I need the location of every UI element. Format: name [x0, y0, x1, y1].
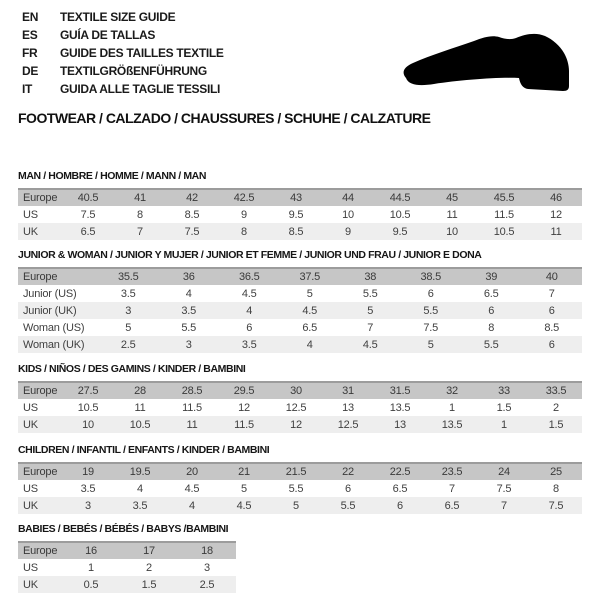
row-label: Europe: [18, 189, 62, 206]
size-value: 38: [340, 268, 401, 285]
size-value: 10.5: [374, 206, 426, 223]
size-value: 10: [322, 206, 374, 223]
size-header-row: [18, 268, 582, 285]
size-value: 8.5: [166, 206, 218, 223]
language-row: [22, 62, 224, 80]
size-value: 12: [530, 206, 582, 223]
size-section-children: [18, 444, 582, 514]
size-value: 4.5: [280, 302, 341, 319]
size-value: 11: [114, 399, 166, 416]
size-value: 6: [374, 497, 426, 514]
size-value: 7.5: [530, 497, 582, 514]
size-value: 5: [218, 480, 270, 497]
size-value: 10.5: [62, 399, 114, 416]
size-value: 39: [461, 268, 522, 285]
size-value: 4: [114, 480, 166, 497]
size-value: 3.5: [159, 302, 220, 319]
size-value: 33.5: [530, 382, 582, 399]
size-value: 5: [98, 319, 159, 336]
size-value: 6: [401, 285, 462, 302]
size-value: 5.5: [340, 285, 401, 302]
size-table-junior-woman: [18, 267, 582, 353]
size-section-babies: [18, 523, 236, 593]
table-title: CHILDREN / INFANTIL / ENFANTS / KINDER / BAMBINI: [18, 444, 270, 456]
language-row: [22, 26, 224, 44]
size-value: 25: [530, 463, 582, 480]
size-value: 11: [530, 223, 582, 240]
row-label: Europe: [18, 268, 98, 285]
size-value: 4: [166, 497, 218, 514]
size-value: 10.5: [114, 416, 166, 433]
size-row: [18, 497, 582, 514]
size-value: 3: [159, 336, 220, 353]
size-value: 5.5: [270, 480, 322, 497]
size-value: 6.5: [62, 223, 114, 240]
size-value: 31.5: [374, 382, 426, 399]
size-value: 12: [218, 399, 270, 416]
size-value: 4.5: [219, 285, 280, 302]
size-table-babies: [18, 541, 236, 593]
size-value: 45.5: [478, 189, 530, 206]
size-value: 8: [461, 319, 522, 336]
size-value: 3.5: [114, 497, 166, 514]
size-value: 4: [280, 336, 341, 353]
size-value: 6.5: [426, 497, 478, 514]
size-value: 44: [322, 189, 374, 206]
size-value: 2: [530, 399, 582, 416]
size-value: 28.5: [166, 382, 218, 399]
size-row: [18, 559, 236, 576]
size-value: 1.5: [530, 416, 582, 433]
size-value: 4.5: [166, 480, 218, 497]
size-value: 31: [322, 382, 374, 399]
size-value: 42: [166, 189, 218, 206]
row-label: UK: [18, 416, 62, 433]
category-heading: FOOTWEAR / CALZADO / CHAUSSURES / SCHUHE / CALZATURE: [18, 110, 431, 126]
row-label: US: [18, 399, 62, 416]
size-value: 4.5: [218, 497, 270, 514]
size-header-row: [18, 189, 582, 206]
size-value: 21: [218, 463, 270, 480]
language-label: TEXTILE SIZE GUIDE: [60, 10, 176, 24]
size-row: [18, 319, 582, 336]
size-header-row: [18, 382, 582, 399]
size-value: 10.5: [478, 223, 530, 240]
size-value: 2.5: [178, 576, 236, 593]
size-section-kids: [18, 363, 582, 433]
size-row: [18, 302, 582, 319]
size-value: 11.5: [218, 416, 270, 433]
size-value: 4.5: [340, 336, 401, 353]
size-value: 40.5: [62, 189, 114, 206]
row-label: Europe: [18, 463, 62, 480]
size-value: 13.5: [374, 399, 426, 416]
size-value: 6.5: [461, 285, 522, 302]
size-value: 1.5: [478, 399, 530, 416]
size-value: 28: [114, 382, 166, 399]
language-code: ES: [22, 28, 38, 42]
size-value: 12.5: [270, 399, 322, 416]
size-value: 7.5: [166, 223, 218, 240]
size-value: 30: [270, 382, 322, 399]
language-row: [22, 44, 224, 62]
size-row: [18, 416, 582, 433]
table-title: MAN / HOMBRE / HOMME / MANN / MAN: [18, 170, 207, 182]
size-header-row: [18, 463, 582, 480]
size-value: 3: [178, 559, 236, 576]
size-value: 43: [270, 189, 322, 206]
size-value: 42.5: [218, 189, 270, 206]
size-value: 10: [62, 416, 114, 433]
size-value: 7.5: [401, 319, 462, 336]
size-value: 32: [426, 382, 478, 399]
size-value: 13: [374, 416, 426, 433]
size-value: 16: [62, 542, 120, 559]
size-value: 9: [218, 206, 270, 223]
size-value: 10: [426, 223, 478, 240]
language-label: GUIDA ALLE TAGLIE TESSILI: [60, 82, 221, 96]
size-value: 8: [530, 480, 582, 497]
size-table-man: [18, 188, 582, 240]
size-table-children: [18, 462, 582, 514]
row-label: UK: [18, 223, 62, 240]
size-value: 37.5: [280, 268, 341, 285]
size-value: 6: [522, 336, 583, 353]
size-value: 6: [322, 480, 374, 497]
size-value: 46: [530, 189, 582, 206]
size-value: 35.5: [98, 268, 159, 285]
size-value: 8.5: [270, 223, 322, 240]
size-value: 44.5: [374, 189, 426, 206]
size-value: 5.5: [322, 497, 374, 514]
size-row: [18, 576, 236, 593]
size-value: 1: [62, 559, 120, 576]
size-value: 6.5: [280, 319, 341, 336]
row-label: Woman (US): [18, 319, 98, 336]
size-header-row: [18, 542, 236, 559]
table-title: JUNIOR & WOMAN / JUNIOR Y MUJER / JUNIOR ET FEMME / JUNIOR UND FRAU / JUNIOR E DONA: [18, 249, 482, 261]
size-value: 5: [280, 285, 341, 302]
size-value: 23.5: [426, 463, 478, 480]
size-value: 6: [219, 319, 280, 336]
size-value: 36.5: [219, 268, 280, 285]
size-row: [18, 399, 582, 416]
size-section-man: [18, 170, 582, 240]
size-value: 4: [159, 285, 220, 302]
language-label: GUIDE DES TAILLES TEXTILE: [60, 46, 224, 60]
size-value: 6: [461, 302, 522, 319]
size-value: 5: [270, 497, 322, 514]
size-value: 1.5: [120, 576, 178, 593]
size-row: [18, 206, 582, 223]
language-code: IT: [22, 82, 33, 96]
table-title: BABIES / BEBÉS / BÉBÉS / BABYS /BAMBINI: [18, 523, 229, 535]
size-value: 7: [114, 223, 166, 240]
size-value: 7: [340, 319, 401, 336]
size-value: 11: [166, 416, 218, 433]
size-value: 17: [120, 542, 178, 559]
size-value: 9.5: [270, 206, 322, 223]
size-row: [18, 480, 582, 497]
size-value: 11.5: [166, 399, 218, 416]
language-code: FR: [22, 46, 38, 60]
size-value: 8: [114, 206, 166, 223]
size-value: 3: [98, 302, 159, 319]
size-value: 9.5: [374, 223, 426, 240]
row-label: Europe: [18, 542, 62, 559]
size-value: 45: [426, 189, 478, 206]
language-label: TEXTILGRÖßENFÜHRUNG: [60, 64, 207, 78]
size-value: 4: [219, 302, 280, 319]
size-row: [18, 285, 582, 302]
size-value: 20: [166, 463, 218, 480]
row-label: Europe: [18, 382, 62, 399]
size-value: 5.5: [159, 319, 220, 336]
size-value: 8: [218, 223, 270, 240]
row-label: Junior (US): [18, 285, 98, 302]
size-value: 5: [340, 302, 401, 319]
dress-shoe-icon: [398, 27, 584, 103]
row-label: Woman (UK): [18, 336, 98, 353]
row-label: US: [18, 206, 62, 223]
size-value: 3.5: [219, 336, 280, 353]
size-value: 8.5: [522, 319, 583, 336]
size-value: 27.5: [62, 382, 114, 399]
size-value: 19.5: [114, 463, 166, 480]
size-value: 6: [522, 302, 583, 319]
size-value: 2: [120, 559, 178, 576]
row-label: UK: [18, 497, 62, 514]
size-value: 3.5: [62, 480, 114, 497]
size-value: 5.5: [401, 302, 462, 319]
size-value: 3.5: [98, 285, 159, 302]
size-value: 7.5: [62, 206, 114, 223]
size-value: 11: [426, 206, 478, 223]
row-label: UK: [18, 576, 62, 593]
size-value: 3: [62, 497, 114, 514]
size-value: 13: [322, 399, 374, 416]
size-value: 22.5: [374, 463, 426, 480]
row-label: US: [18, 480, 62, 497]
size-value: 19: [62, 463, 114, 480]
size-value: 22: [322, 463, 374, 480]
language-row: [22, 8, 224, 26]
size-value: 1: [478, 416, 530, 433]
size-value: 6.5: [374, 480, 426, 497]
size-value: 12.5: [322, 416, 374, 433]
size-row: [18, 223, 582, 240]
size-value: 12: [270, 416, 322, 433]
language-code: EN: [22, 10, 39, 24]
size-value: 29.5: [218, 382, 270, 399]
size-value: 36: [159, 268, 220, 285]
size-value: 40: [522, 268, 583, 285]
size-value: 11.5: [478, 206, 530, 223]
size-table-kids: [18, 381, 582, 433]
size-value: 0.5: [62, 576, 120, 593]
language-label: GUÍA DE TALLAS: [60, 28, 156, 42]
size-value: 13.5: [426, 416, 478, 433]
size-value: 7: [426, 480, 478, 497]
row-label: Junior (UK): [18, 302, 98, 319]
size-value: 9: [322, 223, 374, 240]
size-value: 1: [426, 399, 478, 416]
size-value: 5: [401, 336, 462, 353]
size-value: 33: [478, 382, 530, 399]
size-section-junior-woman: [18, 249, 582, 353]
size-value: 2.5: [98, 336, 159, 353]
size-value: 21.5: [270, 463, 322, 480]
table-title: KIDS / NIÑOS / DES GAMINS / KINDER / BAMBINI: [18, 363, 246, 375]
size-value: 41: [114, 189, 166, 206]
size-value: 24: [478, 463, 530, 480]
language-row: [22, 80, 224, 98]
size-value: 7.5: [478, 480, 530, 497]
size-value: 7: [478, 497, 530, 514]
size-value: 18: [178, 542, 236, 559]
language-title-block: [22, 8, 224, 98]
size-value: 38.5: [401, 268, 462, 285]
row-label: US: [18, 559, 62, 576]
language-code: DE: [22, 64, 39, 78]
size-value: 7: [522, 285, 583, 302]
size-row: [18, 336, 582, 353]
size-value: 5.5: [461, 336, 522, 353]
